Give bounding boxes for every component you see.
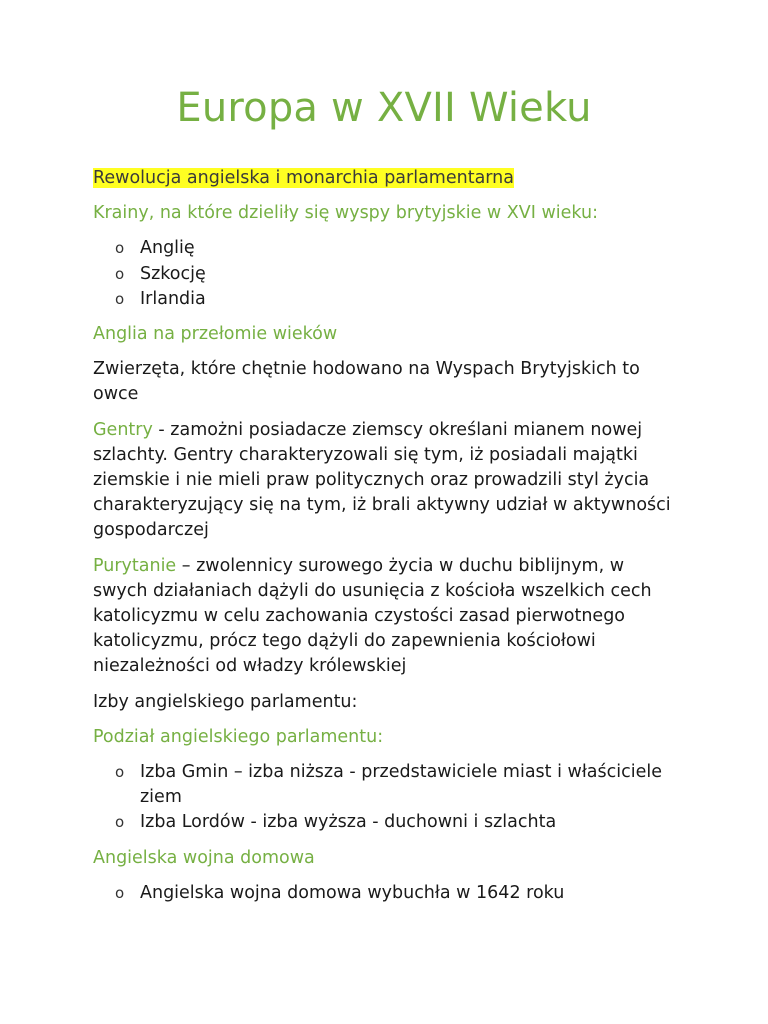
list-item [93, 236, 673, 261]
bullet-marker: o [115, 883, 125, 902]
list-item [93, 262, 673, 287]
list-item [93, 810, 673, 835]
civil-war-heading: Angielska wojna domowa [93, 847, 315, 868]
bullet-marker: o [115, 289, 125, 308]
bullet-marker: o [115, 813, 125, 832]
highlighted-section-title: Rewolucja angielska i monarchia parlamentarna [93, 168, 514, 188]
animals-paragraph: Zwierzęta, które chętnie hodowano na Wyspach Brytyjskich to owce [93, 359, 640, 405]
list-item [93, 287, 673, 312]
regions-heading: Krainy, na które dzieliły się wyspy brytyjskie w XVI wieku: [93, 203, 598, 224]
gentry-definition: - zamożni posiadacze ziemscy określani mianem nowej szlachty. Gentry charakteryzowali się tym, iż posiadali majątki ziemskie i nie mieli praw politycznych oraz prowadzili styl życia charakteryzujący się na tym, iż brali aktywny udział w aktywności gospodarczej [93, 419, 671, 541]
gentry-paragraph [93, 418, 673, 544]
england-heading: Anglia na przełomie wieków [93, 324, 338, 345]
bullet-marker: o [115, 264, 125, 283]
puritans-definition: – zwolennicy surowego życia w duchu biblijnym, w swych działaniach dążyli do usunięcia z kościoła wszelkich cech katolicyzmu w celu zachowania czystości zasad pierwotnego katolicyzmu, prócz tego dążyli do zapewnienia kościołowi niezależności od władzy królewskiej [93, 555, 652, 677]
regions-list [93, 236, 673, 312]
list-item [93, 881, 673, 906]
list-item-text: Izba Gmin – izba niższa - przedstawiciele miast i właściciele ziem [140, 762, 663, 808]
list-item-text: Szkocję [140, 263, 206, 284]
gentry-term: Gentry [93, 419, 153, 440]
list-item-text: Angielska wojna domowa wybuchła w 1642 roku [140, 882, 565, 903]
parliament-division-heading: Podział angielskiego parlamentu: [93, 726, 384, 747]
bullet-marker: o [115, 763, 125, 782]
parliament-houses-list [93, 760, 673, 836]
section-highlight-paragraph [93, 166, 673, 191]
document-body [93, 166, 673, 916]
list-item [93, 760, 673, 810]
list-item-text: Anglię [140, 238, 195, 259]
document-title: Europa w XVII Wieku [176, 85, 592, 131]
bullet-marker: o [115, 239, 125, 258]
puritans-term: Purytanie [93, 555, 177, 576]
parliament-houses-paragraph: Izby angielskiego parlamentu: [93, 691, 358, 712]
list-item-text: Irlandia [140, 288, 206, 309]
civil-war-list [93, 881, 673, 906]
list-item-text: Izba Lordów - izba wyższa - duchowni i szlachta [140, 812, 557, 833]
puritans-paragraph [93, 554, 673, 680]
